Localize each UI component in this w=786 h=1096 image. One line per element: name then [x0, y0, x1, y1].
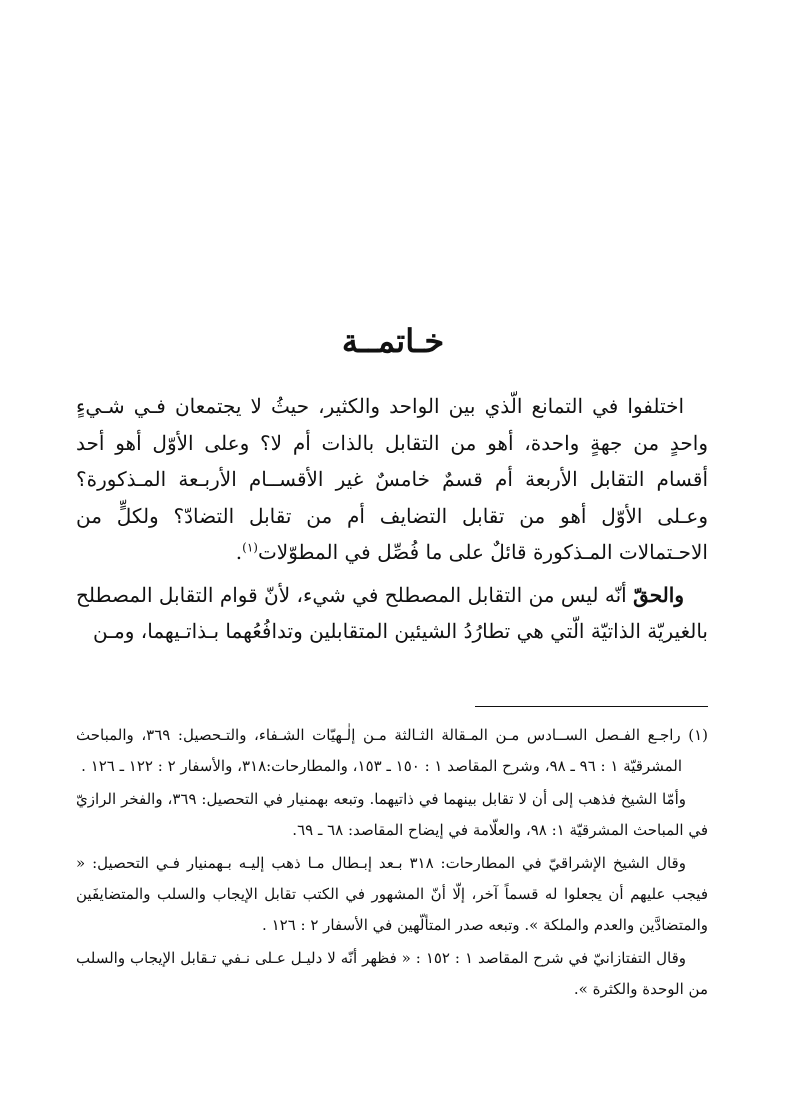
footnote-continuation: وقال التفتازانيّ في شرح المقاصد ١ : ١٥٢ : « فظهر أنّه لا دليـل عـلى نـفي تـقابل الإيجاب والسلب من الوحدة والكثرة ». [76, 949, 708, 998]
paragraph-end: . [235, 540, 243, 564]
paragraph-lead-word: والحقّ [633, 582, 684, 607]
paragraph-text: أنّه ليس من التقابل المصطلح في شيء، لأنّ قوام التقابل المصطلح بالغيريّة الذاتيّة الّتي هي تطارُدُ الشيئين المتقابلين وتدافُعُهما بـذاتـيهما، ومـن [76, 582, 708, 643]
footnote-reference: (١) [242, 540, 258, 555]
footnote-separator [475, 706, 708, 707]
footnotes [76, 720, 708, 1005]
footnote-continuation: وقال الشيخ الإشراقيّ في المطارحات: ٣١٨ بـعد إبـطال مـا ذهب إليـه بـهمنيار فـي التحصيل: « فيجب عليهم أن يجعلوا له قسماً آخر، إلّا أنّ المشهور في الكتب تقابل الإيجاب والسلب والمتضايفَين والمتضادَّين والعدم والملكة ». وتبعه صدر المتألّهين في الأسفار ٢ : ١٢٦ . [76, 854, 708, 934]
footnote-continuation: وأمّا الشيخ فذهب إلى أن لا تقابل بينهما في ذاتيهما. وتبعه بهمنيار في التحصيل: ٣٦٩، والفخر الرازيّ في المباحث المشرقيّة ١: ٩٨، والعلّامة في إيضاح المقاصد: ٦٨ ـ ٦٩. [76, 790, 708, 839]
paragraph [76, 577, 708, 650]
main-text [76, 388, 708, 650]
footnote: (١) راجـع الفـصل الســادس مـن المـقالة الثـالثة مـن إلٰـهيّات الشـفاء، والتـحصيل: ٣٦٩، والمباحث المشرقيّة ١ : ٩٦ ـ ٩٨، وشرح المقاصد ١ : ١٥٠ ـ ١٥٣، والمطارحات:٣١٨، والأسفار ٢ : ١٢٢ ـ ١٢٦ . [76, 726, 708, 775]
page-title: خـاتمــة [341, 322, 445, 360]
paragraph [76, 388, 708, 571]
paragraph-text: اختلفوا في التمانع الّذي بين الواحد والكثير، حيثُ لا يجتمعان فـي شـيءٍ واحدٍ من جهةٍ واحدة، أهو من التقابل بالذات أم لا؟ وعلى الأوّل أهو أحد أقسام التقابل الأربعة أم قسمٌ خامسٌ غير الأقســام الأربـعة المـذكورة؟ وعـلى الأوّل أهو من تقابل التضايف أم من تقابل التضادّ؟ ولكلٍّ من الاحـتمالات المـذكورة قائلٌ على ما فُصِّل في المطوّلات [76, 394, 708, 564]
